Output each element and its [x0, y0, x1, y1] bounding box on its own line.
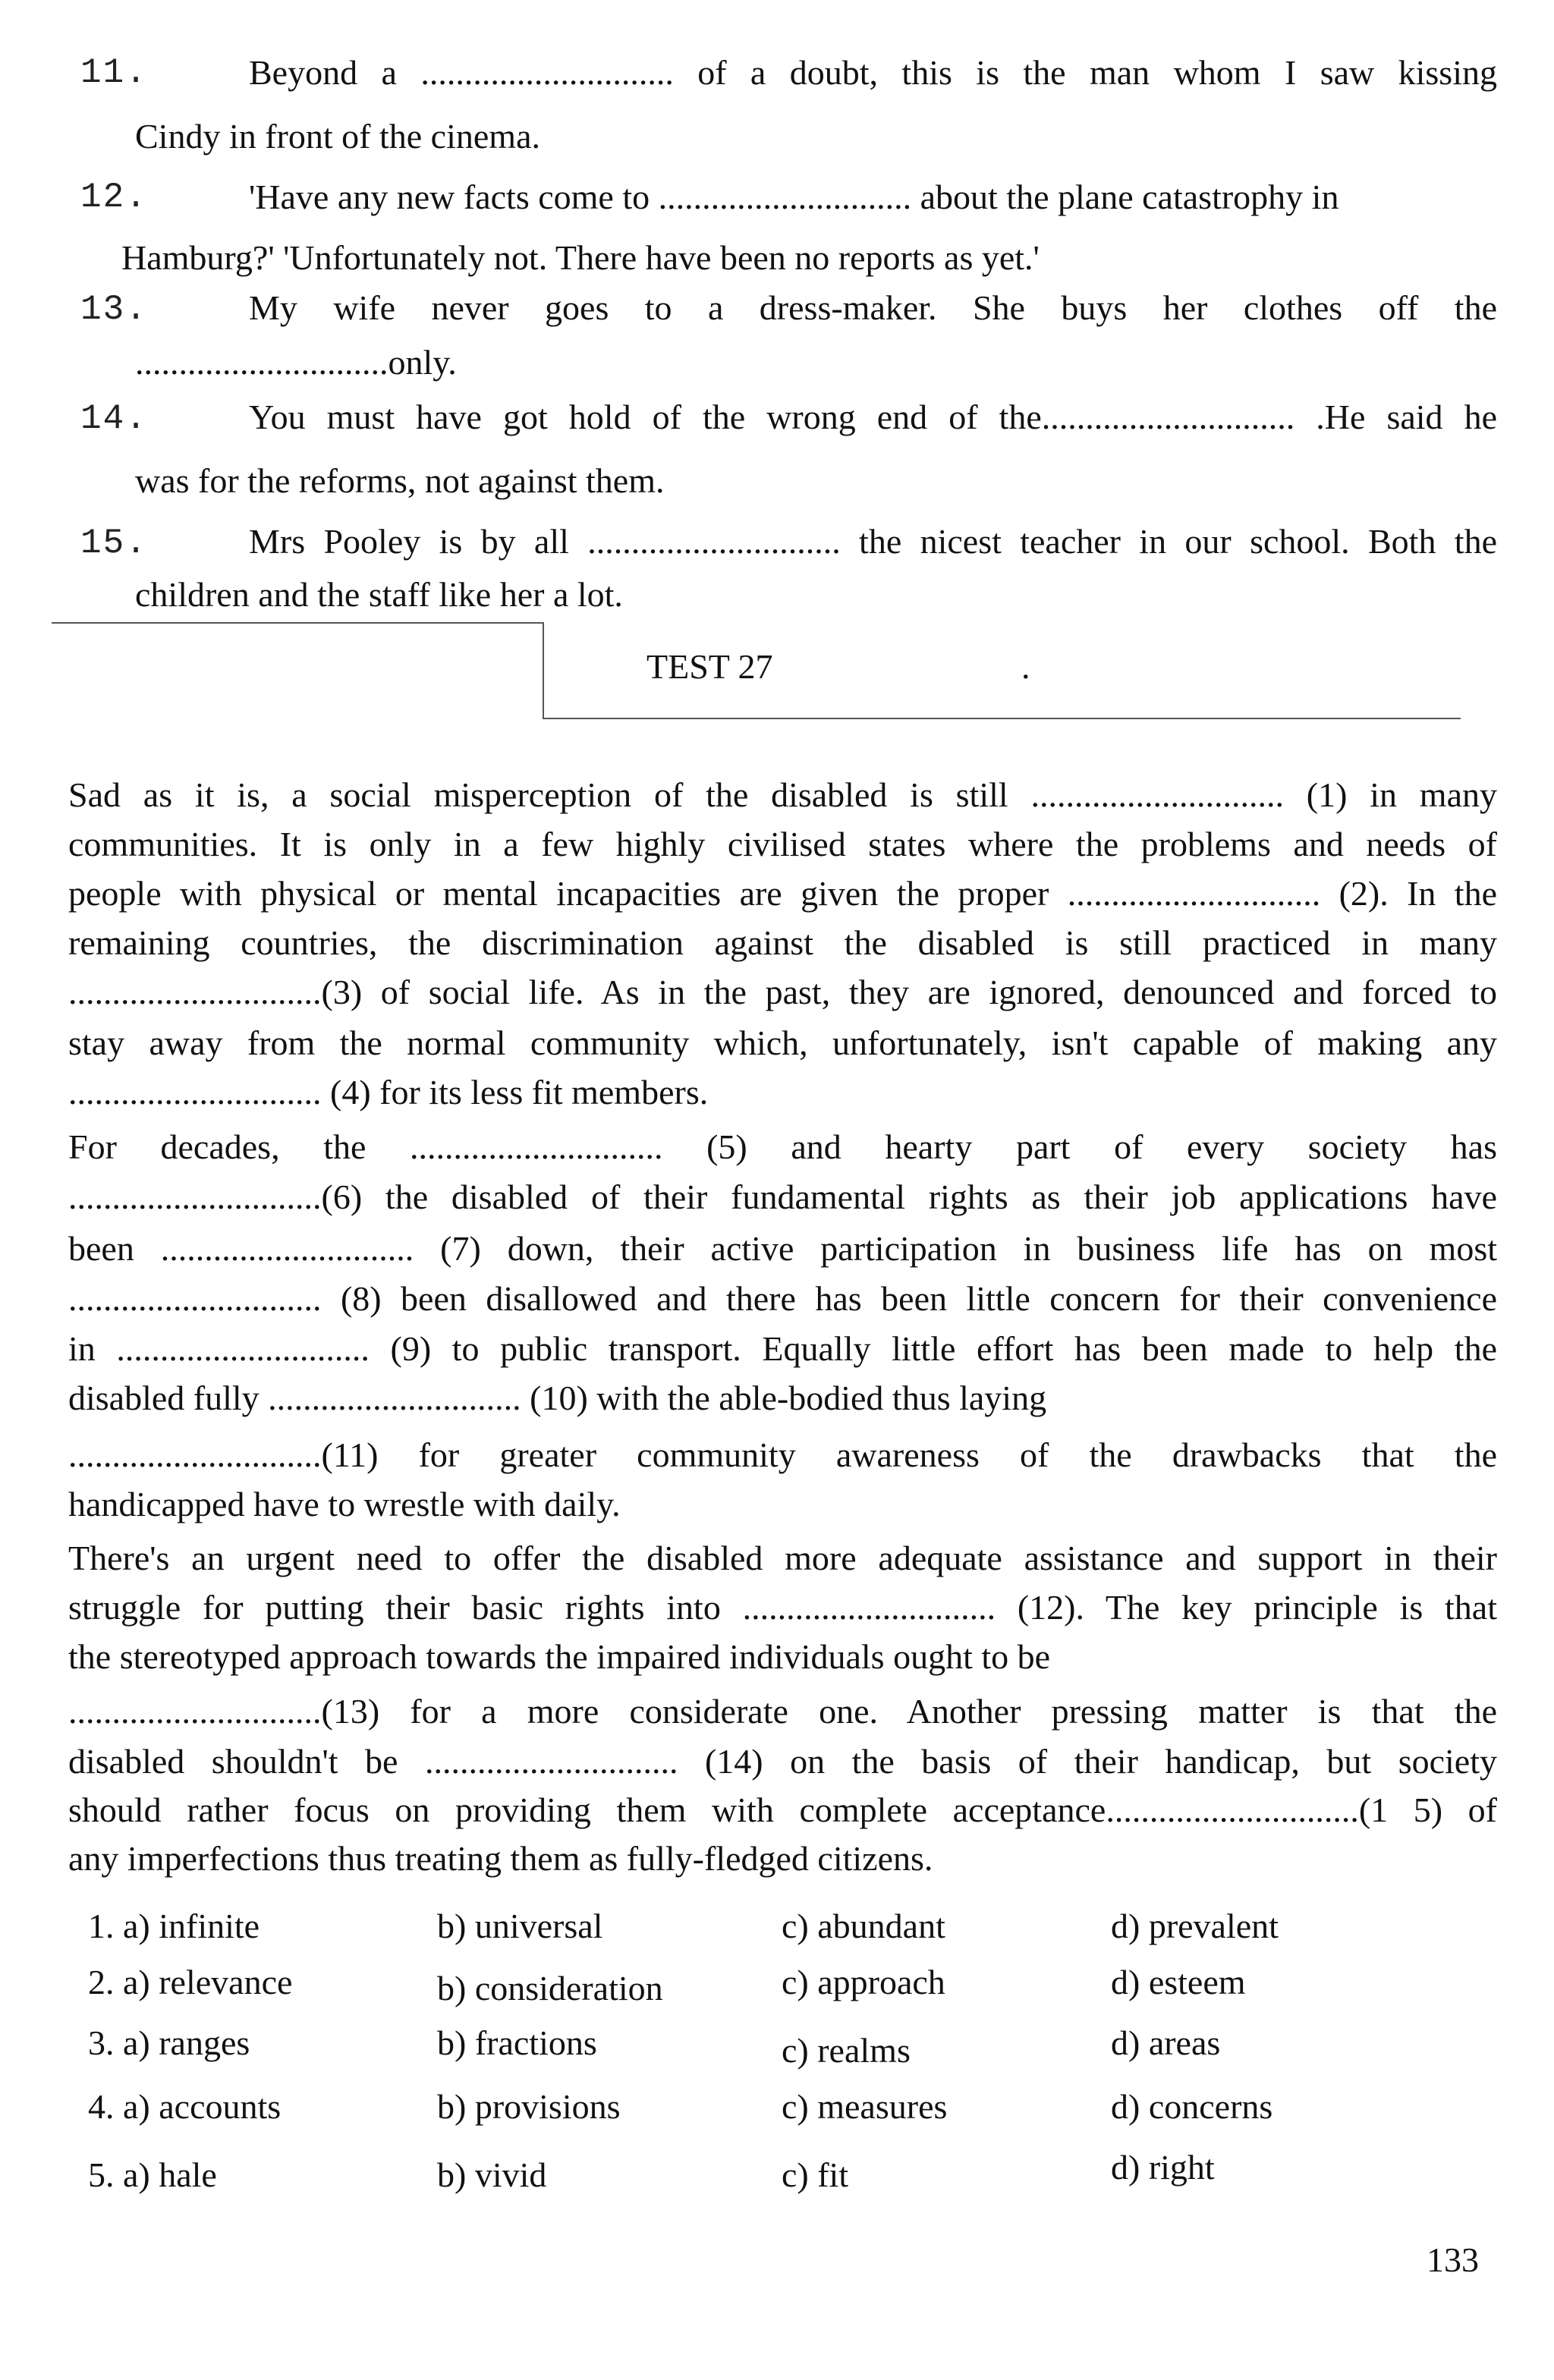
question-line: You must have got hold of the wrong end of the............................. .He said he	[249, 398, 1497, 436]
question-number: 14.	[80, 399, 148, 439]
question-number: 15.	[80, 523, 148, 563]
option-c: c) approach	[782, 1963, 945, 2001]
question-line: Mrs Pooley is by all ............................. the nicest teacher in our school. Both the	[249, 522, 1497, 561]
option-a: 3. a) ranges	[88, 2023, 250, 2062]
question-line: Hamburg?' 'Unfortunately not. There have been no reports as yet.'	[121, 238, 1040, 277]
option-b: b) fractions	[437, 2023, 597, 2062]
passage-line: disabled shouldn't be ............................. (14) on the basis of their handicap, but society	[68, 1742, 1497, 1781]
passage-line: in ............................. (9) to public transport. Equally little effort has been made to help the	[68, 1329, 1497, 1368]
option-b: b) universal	[437, 1907, 603, 1945]
passage-line: Sad as it is, a social misperception of the disabled is still ............................. (1) in many	[68, 775, 1497, 814]
passage-line: .............................(6) the disabled of their fundamental rights as their job applications have	[68, 1177, 1497, 1216]
test-title-dot: .	[1021, 647, 1030, 686]
passage-line: handicapped have to wrestle with daily.	[68, 1485, 621, 1523]
question-line: was for the reforms, not against them.	[135, 461, 665, 500]
passage-line: stay away from the normal community which, unfortunately, isn't capable of making any	[68, 1023, 1497, 1062]
passage-line: There's an urgent need to offer the disabled more adequate assistance and support in their	[68, 1539, 1497, 1577]
passage-line: ............................. (4) for its less fit members.	[68, 1073, 709, 1111]
passage-line: disabled fully ............................. (10) with the able-bodied thus laying	[68, 1379, 1047, 1417]
option-d: d) areas	[1111, 2023, 1221, 2062]
option-a: 1. a) infinite	[88, 1907, 260, 1945]
passage-line: remaining countries, the discrimination against the disabled is still practiced in many	[68, 923, 1497, 962]
question-number: 11.	[80, 53, 148, 93]
question-line: Cindy in front of the cinema.	[135, 117, 540, 156]
option-b: b) provisions	[437, 2087, 621, 2126]
option-b: b) vivid	[437, 2155, 547, 2194]
divider-line	[52, 622, 543, 624]
question-line: My wife never goes to a dress-maker. She buys her clothes off the	[249, 288, 1497, 327]
option-a: 2. a) relevance	[88, 1963, 293, 2001]
option-b: b) consideration	[437, 1969, 663, 2007]
passage-line: struggle for putting their basic rights into ............................. (12). The key principle is that	[68, 1588, 1497, 1627]
option-d: d) esteem	[1111, 1963, 1246, 2001]
option-c: c) measures	[782, 2087, 948, 2126]
option-c: c) realms	[782, 2031, 911, 2070]
passage-line: should rather focus on providing them with complete acceptance.............................(1 5) of	[68, 1791, 1497, 1829]
passage-line: communities. It is only in a few highly civilised states where the problems and needs of	[68, 825, 1497, 863]
passage-line: .............................(13) for a more considerate one. Another pressing matter is that the	[68, 1692, 1497, 1731]
passage-line: been ............................. (7) down, their active participation in business life has on most	[68, 1229, 1497, 1268]
test-title: TEST 27	[646, 647, 773, 686]
passage-line: the stereotyped approach towards the impaired individuals ought to be	[68, 1637, 1051, 1676]
divider-line	[543, 622, 544, 719]
passage-line: For decades, the ............................. (5) and hearty part of every society has	[68, 1127, 1497, 1166]
option-a: 5. a) hale	[88, 2155, 217, 2194]
passage-line: .............................(11) for greater community awareness of the drawbacks that the	[68, 1435, 1497, 1474]
option-c: c) fit	[782, 2155, 849, 2194]
passage-line: people with physical or mental incapacities are given the proper ............................. (2). In the	[68, 874, 1497, 913]
page-number: 133	[1427, 2240, 1479, 2279]
option-a: 4. a) accounts	[88, 2087, 282, 2126]
option-d: d) prevalent	[1111, 1907, 1279, 1945]
question-number: 13.	[80, 290, 148, 329]
question-line: Beyond a ............................. of a doubt, this is the man whom I saw kissing	[249, 53, 1497, 92]
passage-line: ............................. (8) been disallowed and there has been little concern for their convenience	[68, 1279, 1497, 1318]
option-c: c) abundant	[782, 1907, 945, 1945]
option-d: d) right	[1111, 2148, 1215, 2187]
question-line: .............................only.	[135, 343, 457, 382]
option-d: d) concerns	[1111, 2087, 1273, 2126]
question-number: 12.	[80, 178, 148, 217]
passage-line: any imperfections thus treating them as fully-fledged citizens.	[68, 1839, 933, 1878]
question-line: children and the staff like her a lot.	[135, 575, 623, 614]
question-line: 'Have any new facts come to ............................. about the plane catastrophy in	[249, 178, 1339, 216]
divider-line	[543, 718, 1461, 719]
passage-line: .............................(3) of social life. As in the past, they are ignored, denounced and forced to	[68, 973, 1497, 1011]
